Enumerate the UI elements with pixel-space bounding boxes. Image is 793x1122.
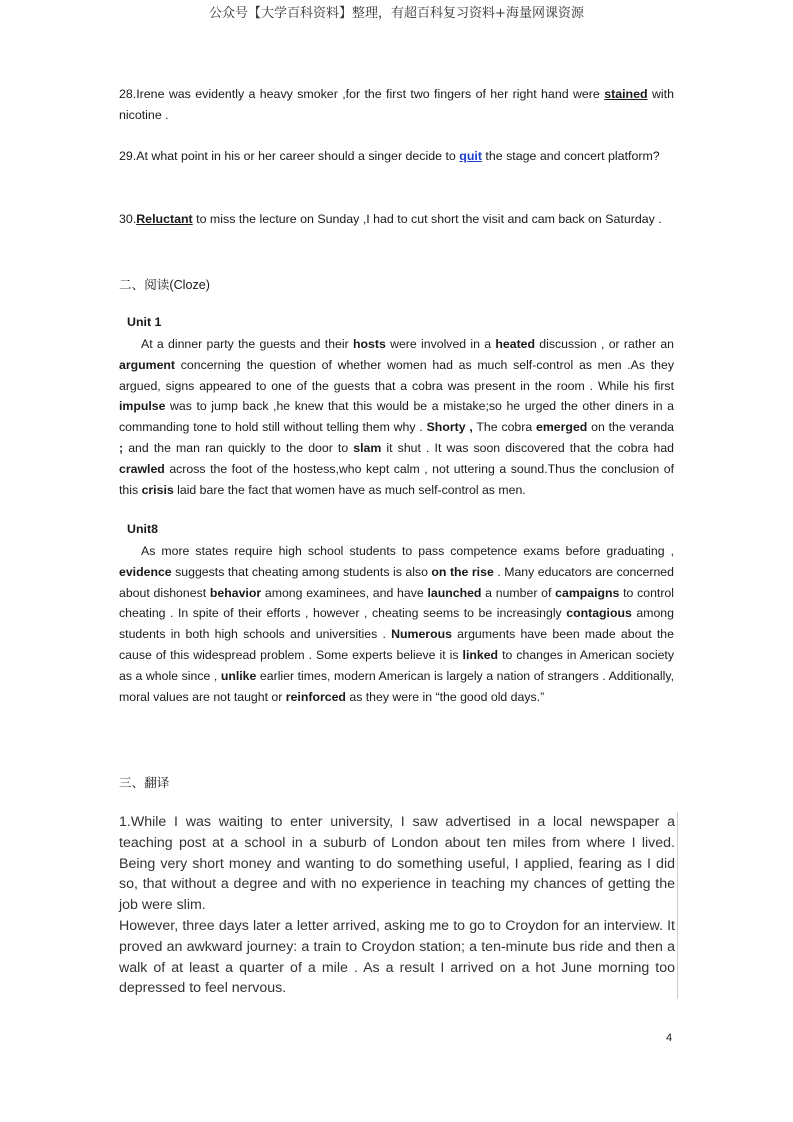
section-translation-title: 三、翻译: [119, 776, 170, 790]
answer-stained: stained: [604, 87, 648, 101]
answer-reluctant: Reluctant: [136, 212, 193, 226]
sentence-30: 30.Reluctant to miss the lecture on Sunday ,I had to cut short the visit and cam back on Saturday .: [119, 212, 662, 226]
answer-quit: quit: [459, 149, 482, 163]
unit8-paragraph: As more states require high school students to pass competence exams before graduating , evidence suggests that cheating among students is also on the rise . Many educators are concerned about dishonest behavior among examinees, and have launched a number of campaigns to control cheating . In spite of their efforts , however , cheating seems to be increasingly contagious among students in both high schools and universities . Numerous arguments have been made about the cause of this widespread problem . Some experts believe it is linked to changes in American society as a whole since , unlike earlier times, modern American is largely a nation of strangers . Additionally, moral values are not taught or reinforced as they were in “the good old days.”: [119, 544, 675, 704]
page-number: 4: [666, 1032, 673, 1044]
translation-paragraph-2: However, three days later a letter arrived, asking me to go to Croydon for an interview. It proved an awkward journey: a train to Croydon station; a ten-minute bus ride and then a walk of at least a quarter of a mile . As a result I arrived on a hot June morning too depressed to feel nervous.: [119, 916, 678, 999]
sentence-28: 28.Irene was evidently a heavy smoker ,for the first two fingers of her right hand were stained with nicotine .: [119, 87, 674, 122]
unit1-paragraph: At a dinner party the guests and their hosts were involved in a heated discussion , or rather an argument concerning the question of whether women had as much self-control as men .As they argued, signs appeared to one of the guests that a cobra was present in the room . While his first impulse was to jump back ,he knew that this would be a mistake;so he urged the other diners in a commanding tone to hold still without telling them why . Shorty , The cobra emerged on the veranda ; and the man ran quickly to the door to slam it shut . It was soon discovered that the cobra had crawled across the foot of the hostess,who kept calm , not uttering a sound.Thus the conclusion of this crisis laid bare the fact that women have as much self-control as men.: [119, 337, 675, 497]
page-header: 公众号【大学百科资料】整理，有超百科复习资料+海量网课资源: [209, 6, 584, 21]
section-cloze-title: 二、阅读(Cloze): [119, 278, 210, 292]
unit1-title: Unit 1: [127, 315, 162, 329]
sentence-29: 29.At what point in his or her career should a singer decide to quit the stage and concert platform?: [119, 149, 660, 163]
unit8-title: Unit8: [127, 522, 158, 536]
translation-paragraph-1: 1.While I was waiting to enter university, I saw advertised in a local newspaper a teaching post at a school in a suburb of London about ten miles from where I lived. Being very short money and wanting to do something useful, I applied, fearing as I did so, that without a degree and with no experience in teaching my chances of getting the job were slim.: [119, 812, 678, 916]
